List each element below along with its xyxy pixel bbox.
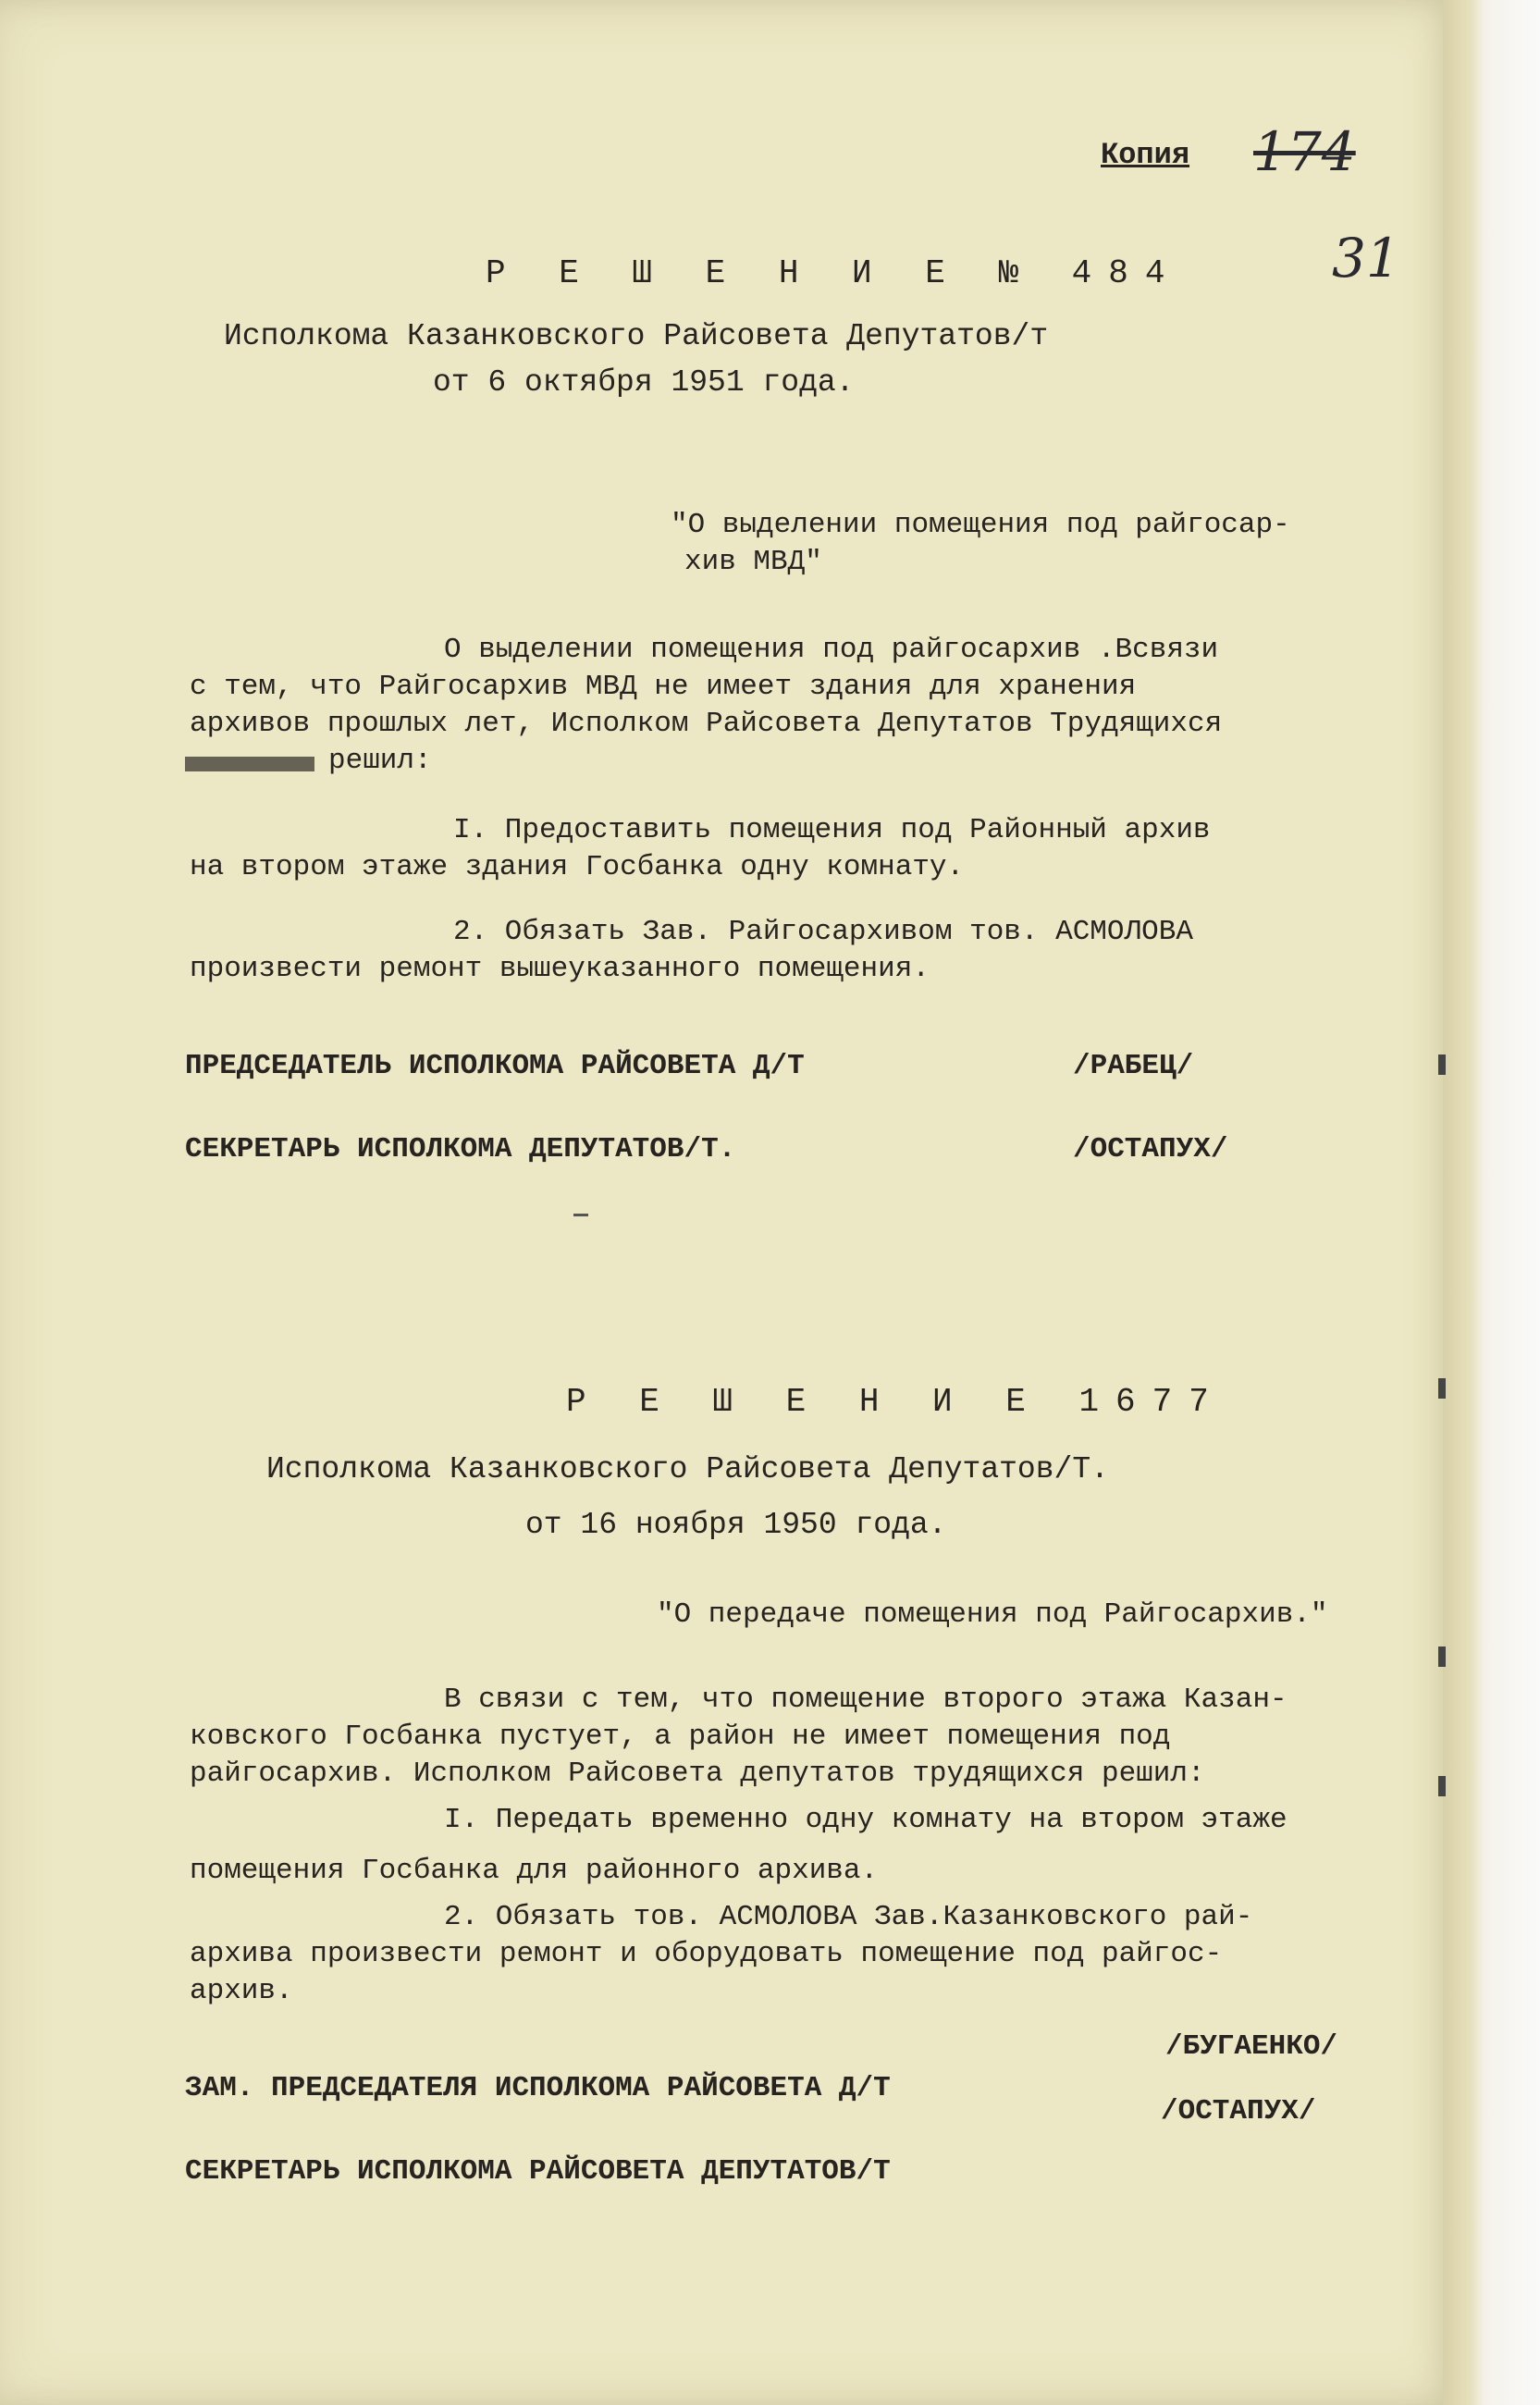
decision1-signature-name: /ОСТАПУХ/	[1073, 1133, 1228, 1166]
decision2-subtitle-2: от 16 ноября 1950 года.	[525, 1508, 947, 1542]
decision1-item1-line: I. Предоставить помещения под Районный архив	[453, 814, 1211, 846]
handwritten-struck-number: 174	[1253, 120, 1356, 183]
decision1-signature-title: СЕКРЕТАРЬ ИСПОЛКОМА ДЕПУТАТОВ/Т.	[185, 1133, 736, 1166]
decision2-item2-line: архив.	[190, 1975, 293, 2007]
handwritten-sheet-number: 31	[1332, 227, 1400, 290]
decision2-signature-name: /БУГАЕНКО/	[1165, 2030, 1338, 2063]
decision2-para-line: В связи с тем, что помещение второго этажа Казан-	[444, 1684, 1287, 1716]
decision1-signature-title: ПРЕДСЕДАТЕЛЬ ИСПОЛКОМА РАЙСОВЕТА Д/Т	[185, 1050, 805, 1082]
decision1-subject-2: хив МВД"	[684, 546, 822, 578]
decision2-subtitle-1: Исполкома Казанковского Райсовета Депутатов/Т.	[266, 1452, 1109, 1486]
decision2-item2-line: 2. Обязать тов. АСМОЛОВА Зав.Казанковского рай-	[444, 1901, 1253, 1933]
decision2-item1-line: помещения Госбанка для районного архива.	[190, 1855, 879, 1887]
margin-mark	[1438, 1054, 1446, 1075]
separator-mark	[573, 1214, 588, 1216]
decision1-signature-name: /РАБЕЦ/	[1073, 1050, 1194, 1082]
decision1-para-line: решил:	[328, 745, 432, 777]
decision1-title: Р Е Ш Е Н И Е № 484	[486, 254, 1182, 292]
decision2-signature-name: /ОСТАПУХ/	[1161, 2095, 1316, 2128]
struck-out-word	[185, 757, 314, 771]
decision2-subject: "О передаче помещения под Райгосархив."	[657, 1598, 1328, 1631]
decision1-subtitle-1: Исполкома Казанковского Райсовета Депутатов/т	[224, 319, 1049, 353]
decision2-para-line: ковского Госбанка пустует, а район не имеет помещения под	[190, 1720, 1171, 1753]
decision1-subtitle-2: от 6 октября 1951 года.	[433, 365, 855, 400]
decision1-item2-line: произвести ремонт вышеуказанного помещения.	[190, 953, 930, 985]
margin-mark	[1438, 1776, 1446, 1796]
decision1-para-line: архивов прошлых лет, Исполком Райсовета Депутатов Трудящихся	[190, 708, 1223, 740]
decision2-signature-title: ЗАМ. ПРЕДСЕДАТЕЛЯ ИСПОЛКОМА РАЙСОВЕТА Д/Т	[185, 2072, 891, 2104]
decision1-item1-line: на втором этаже здания Госбанка одну комнату.	[190, 851, 965, 883]
copy-label: Копия	[1101, 138, 1190, 172]
decision2-para-line: райгосархив. Исполком Райсовета депутатов трудящихся решил:	[190, 1758, 1205, 1790]
decision2-signature-title: СЕКРЕТАРЬ ИСПОЛКОМА РАЙСОВЕТА ДЕПУТАТОВ/Т	[185, 2155, 891, 2188]
margin-mark	[1438, 1646, 1446, 1667]
decision2-title: Р Е Ш Е Н И Е 1677	[566, 1383, 1226, 1421]
decision1-item2-line: 2. Обязать Зав. Райгосархивом тов. АСМОЛОВА	[453, 916, 1193, 948]
decision2-item1-line: I. Передать временно одну комнату на втором этаже	[444, 1804, 1287, 1836]
page-edge	[1443, 0, 1540, 2405]
decision1-subject-1: "О выделении помещения под райгосар-	[671, 509, 1290, 541]
decision1-para-line: О выделении помещения под райгосархив .Всвязи	[444, 634, 1219, 666]
decision2-item2-line: архива произвести ремонт и оборудовать помещение под райгос-	[190, 1938, 1223, 1970]
decision1-para-line: с тем, что Райгосархив МВД не имеет здания для хранения	[190, 671, 1137, 703]
margin-mark	[1438, 1378, 1446, 1399]
